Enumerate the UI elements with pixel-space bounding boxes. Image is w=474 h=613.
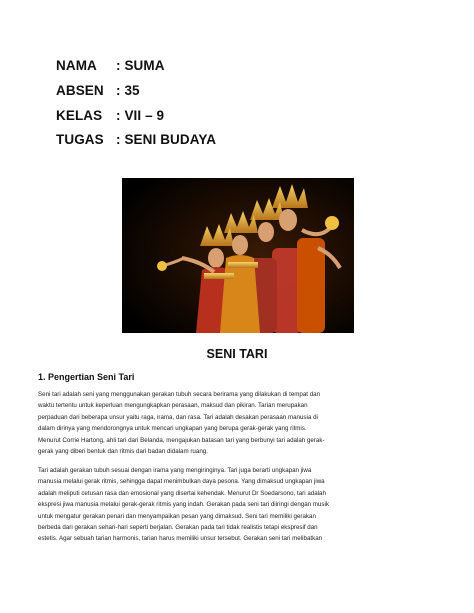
paragraph-line: waktu tertentu untuk keperluan mengungkapkan perasaan, maksud dan pikiran. Tarian merupakan [38,402,308,410]
absen-label: ABSEN [56,83,104,98]
paragraph-2 [38,465,434,545]
paragraph-line: adalah meliputi cetusan rasa dan emosional yang disertai kehendak. Menurut Dr Soedarsono, tari adalah [38,489,326,497]
kelas-value: : VII – 9 [116,108,165,123]
absen-value: : 35 [116,83,140,98]
paragraph-line: ekspresi jiwa manusia melalui gerak-gerak ritmis yang indah. Gerakan pada seni tari diiringi dengan musik [38,501,329,509]
paragraph-line: Tari adalah gerakan tubuh sesuai dengan irama yang mengiringinya. Tari juga berarti ungkapan jiwa [38,467,312,474]
dancers-photo [122,178,354,333]
page-title: SENI TARI [206,347,268,361]
paragraph-line: perpaduan dari beberapa unsur yaitu raga, irama, dan rasa. Tari adalah desakan perasaan manusia di [38,413,318,421]
name-row [56,57,165,75]
tugas-label: TUGAS [56,132,104,147]
name-label: NAMA [56,58,97,73]
section-heading: 1. Pengertian Seni Tari [38,372,135,382]
absen-row [56,82,140,100]
paragraph-line: dalam dirinya yang mendorongnya untuk mencari ungkapan yang berupa gerak-gerak yang ritmis. [38,425,307,433]
paragraph-1 [38,389,434,457]
tugas-row [56,131,216,149]
tugas-value: : SENI BUDAYA [116,132,217,147]
paragraph-line: gerak yang diberi bentuk dan ritmis dari badan didalam ruang. [38,448,208,456]
paragraph-line: Seni tari adalah seni yang menggunakan gerakan tubuh secara berirama yang dilakukan di tempat dan [38,391,321,398]
dancers-illustration [122,178,354,333]
kelas-row [56,107,164,125]
paragraph-line: estetis. Agar sebuah tarian harmonis, tarian harus memiliki unsur tersebut. Gerakan seni tari melibatkan [38,535,323,543]
kelas-label: KELAS [56,108,103,123]
paragraph-line: manusia melalui gerak ritmis, sehingga dapat menimbulkan daya pesona. Yang dimaksud ungkapan jiwa [38,478,325,486]
paragraph-line: berbeda dari gerakan sehari-hari seperti berjalan. Gerakan pada tari tidak realistis tetapi ekspresif dan [38,524,318,532]
paragraph-line: Menurut Corrie Hartong, ahli tari dari Belanda, mengajukan batasan tari yang berbunyi tari adalah gerak- [38,436,325,444]
name-value: : SUMA [116,58,165,73]
paragraph-line: untuk mengatur gerakan penari dan menyampaikan pesan yang dimaksud. Seni tari memiliki gerakan [38,512,316,520]
